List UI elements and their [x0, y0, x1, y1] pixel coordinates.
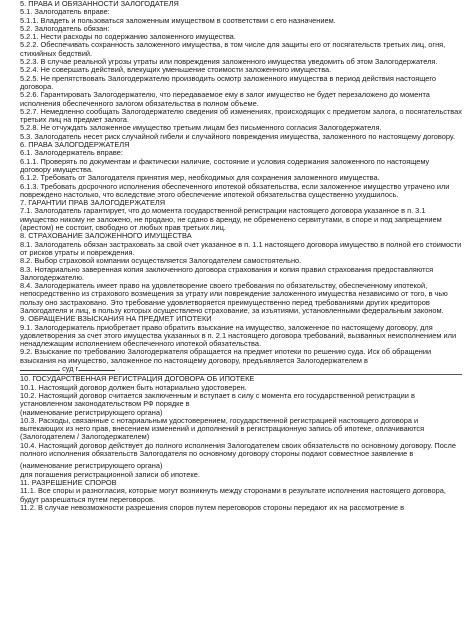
section-heading: 11. РАЗРЕШЕНИЕ СПОРОВ [20, 477, 117, 487]
paragraph: 5.2.7. Немедленно сообщать Залогодержателю сведения об изменениях, происходящих с предметом залога, о посягательствах третьих лиц на предмет залога. [20, 106, 462, 125]
paragraph: для погашения регистрационной записи об ипотеке. [20, 469, 200, 479]
paragraph: 5.2.5. Не препятствовать Залогодержателю производить осмотр заложенного имущества в период действия настоящего договора. [20, 73, 436, 91]
paragraph: 11.1. Все споры и разногласия, которые могут возникнуть между сторонами в результате исполнения настоящего договора, будут разрешаться путем переговоров. [20, 486, 446, 504]
paragraph: 5.3. Залогодатель несет риск случайной гибели и случайного повреждения имущества, заложенного по настоящему договору. [20, 131, 455, 141]
paragraph: (наименование регистрирующего органа) [20, 461, 163, 471]
paragraph: 6.1. Залогодержатель вправе: [20, 148, 123, 158]
paragraph: 9.1. Залогодержатель приобретает право обратить взыскание на имущество, заложенное по настоящему договору, для удовлетворения за счет этого имущества указанных в п. 2.1 настоящего договора требований, вызванных неисполнением или ненадлежащим исполнением обеспеченного ипотекой обязательства. [20, 322, 457, 349]
paragraph: 9.2. Взыскание по требованию Залогодержателя обращается на предмет ипотеки по решению суда. Иск об обращении взыскания на имущество, заложенное по настоящему договору, предъявляется Залогодержателем в [20, 347, 432, 365]
section-heading: 9. ОБРАЩЕНИЕ ВЗЫСКАНИЯ НА ПРЕДМЕТ ИПОТЕКИ [20, 314, 212, 324]
paragraph: 5.2.1. Нести расходы по содержанию заложенного имущества. [20, 32, 236, 42]
paragraph: 6.1.3. Требовать досрочного исполнения обеспеченного ипотекой обязательства, если заложенное имущество утрачено или повреждено настолько, что вследствие этого обеспечение ипотекой обязательства существенно ухудшилось. [20, 181, 450, 199]
paragraph: 7.1. Залогодатель гарантирует, что до момента государственной регистрации настоящего договора указанное в п. 3.1 имущество никому не заложено, не продано, не сдано в аренду, не обременено сервитутами, в споре и под запрещением (арестом) не состоит, свободно от любых прав третьих лиц. [20, 206, 442, 233]
paragraph: 5.1. Залогодатель вправе: [20, 7, 110, 17]
section-heading: 7. ГАРАНТИИ ПРАВ ЗАЛОГОДЕРЖАТЕЛЯ [20, 198, 166, 208]
paragraph: 5.2.4. Не совершать действий, влекущих уменьшение стоимости заложенного имущества. [20, 65, 332, 75]
blank-court-line [20, 365, 462, 373]
paragraph: 10.3. Расходы, связанные с нотариальным удостоверением, государственной регистрацией настоящего договора и вытекающих из него прав, внесением изменений и дополнений в регистрационную запись об ипотеке, оплачиваются [20, 415, 425, 434]
paragraph: 6.1.2. Требовать от Залогодателя принятия мер, необходимых для сохранения заложенного имущества. [20, 173, 380, 183]
section-heading: 8. СТРАХОВАНИЕ ЗАЛОЖЕННОГО ИМУЩЕСТВА [20, 231, 192, 241]
paragraph: 10.2. Настоящий договор считается заключенным и вступает в силу с момента его государственной регистрации в установленном законодательством РФ порядке в [20, 390, 415, 409]
paragraph: 5.2.3. В случае реальной угрозы утраты или повреждения заложенного имущества уведомить об этом Залогодержателя. [20, 57, 438, 67]
fill-in-blank [79, 370, 115, 371]
fill-in-blank [20, 370, 60, 371]
paragraph: 8.2. Выбор страховой компании осуществляется Залогодателем самостоятельно. [20, 256, 302, 266]
blank-suffix: суд г. [62, 364, 80, 374]
paragraph: 5.1.1. Владеть и пользоваться заложенным имуществом в соответствии с его назначением. [20, 15, 336, 25]
paragraph: (наименование регистрирующего органа) [20, 407, 163, 417]
paragraph: 8.1. Залогодатель обязан застраховать за свой счет указанное в п. 1.1 настоящего договора имущество в полной его стоимости от рисков утраты и повреждения. [20, 239, 462, 257]
paragraph: 10.4. Настоящий договор действует до полного исполнения Залогодателем своих обязательств по основному договору. После полного исполнения обязательств Залогодателя по основному договору стороны подают совместное заявление в [20, 440, 456, 459]
section-heading: 10. ГОСУДАРСТВЕННАЯ РЕГИСТРАЦИЯ ДОГОВОРА ОБ ИПОТЕКЕ [20, 374, 255, 384]
paragraph: 5.2. Залогодатель обязан: [20, 23, 110, 33]
paragraph: 8.3. Нотариально заверенная копия заключенного договора страхования и копия правил страхования предоставляются Залогодержателю. [20, 264, 434, 282]
paragraph: 5.2.2. Обеспечивать сохранность заложенного имущества, в том числе для защиты его от посягательств третьих лиц, огня, стихийных бедствий. [20, 40, 446, 58]
paragraph: 8.4. Залогодержатель имеет право на удовлетворение своего требования по обязательству, обеспеченному ипотекой, непосредственно из страхового возмещения за утрату или повреждение заложенного имущества независимо от того, в чью пользу оно застраховано. Это требование удовлетворяется преимущественно перед требованиями других кредиторов Залогодателя и лиц, в пользу которых осуществлено страхование, за изъятиями, установленными федеральным законом. [20, 281, 448, 315]
paragraph: 6.1.1. Проверять по документам и фактически наличие, состояние и условия содержания заложенного по настоящему договору имущества. [20, 156, 430, 174]
paragraph: 11.2. В случае невозможности разрешения споров путем переговоров стороны передают их на рассмотрение в [20, 502, 404, 512]
section-heading: 6. ПРАВА ЗАЛОГОДЕРЖАТЕЛЯ [20, 140, 130, 150]
paragraph: 10.1. Настоящий договор должен быть нотариально удостоверен. [20, 382, 247, 392]
paragraph: 5.2.6. Гарантировать Залогодержателю, что передаваемое ему в залог имущество не будет перезаложено до момента исполнения обеспеченного залогом обязательства в полном объеме. [20, 90, 430, 108]
section-heading: 5. ПРАВА И ОБЯЗАННОСТИ ЗАЛОГОДАТЕЛЯ [20, 0, 179, 8]
paragraph: (Залогодателем / Залогодержателем) [20, 432, 150, 442]
paragraph: 5.2.8. Не отчуждать заложенное имущество третьим лицам без письменного согласия Залогодержателя. [20, 123, 382, 133]
